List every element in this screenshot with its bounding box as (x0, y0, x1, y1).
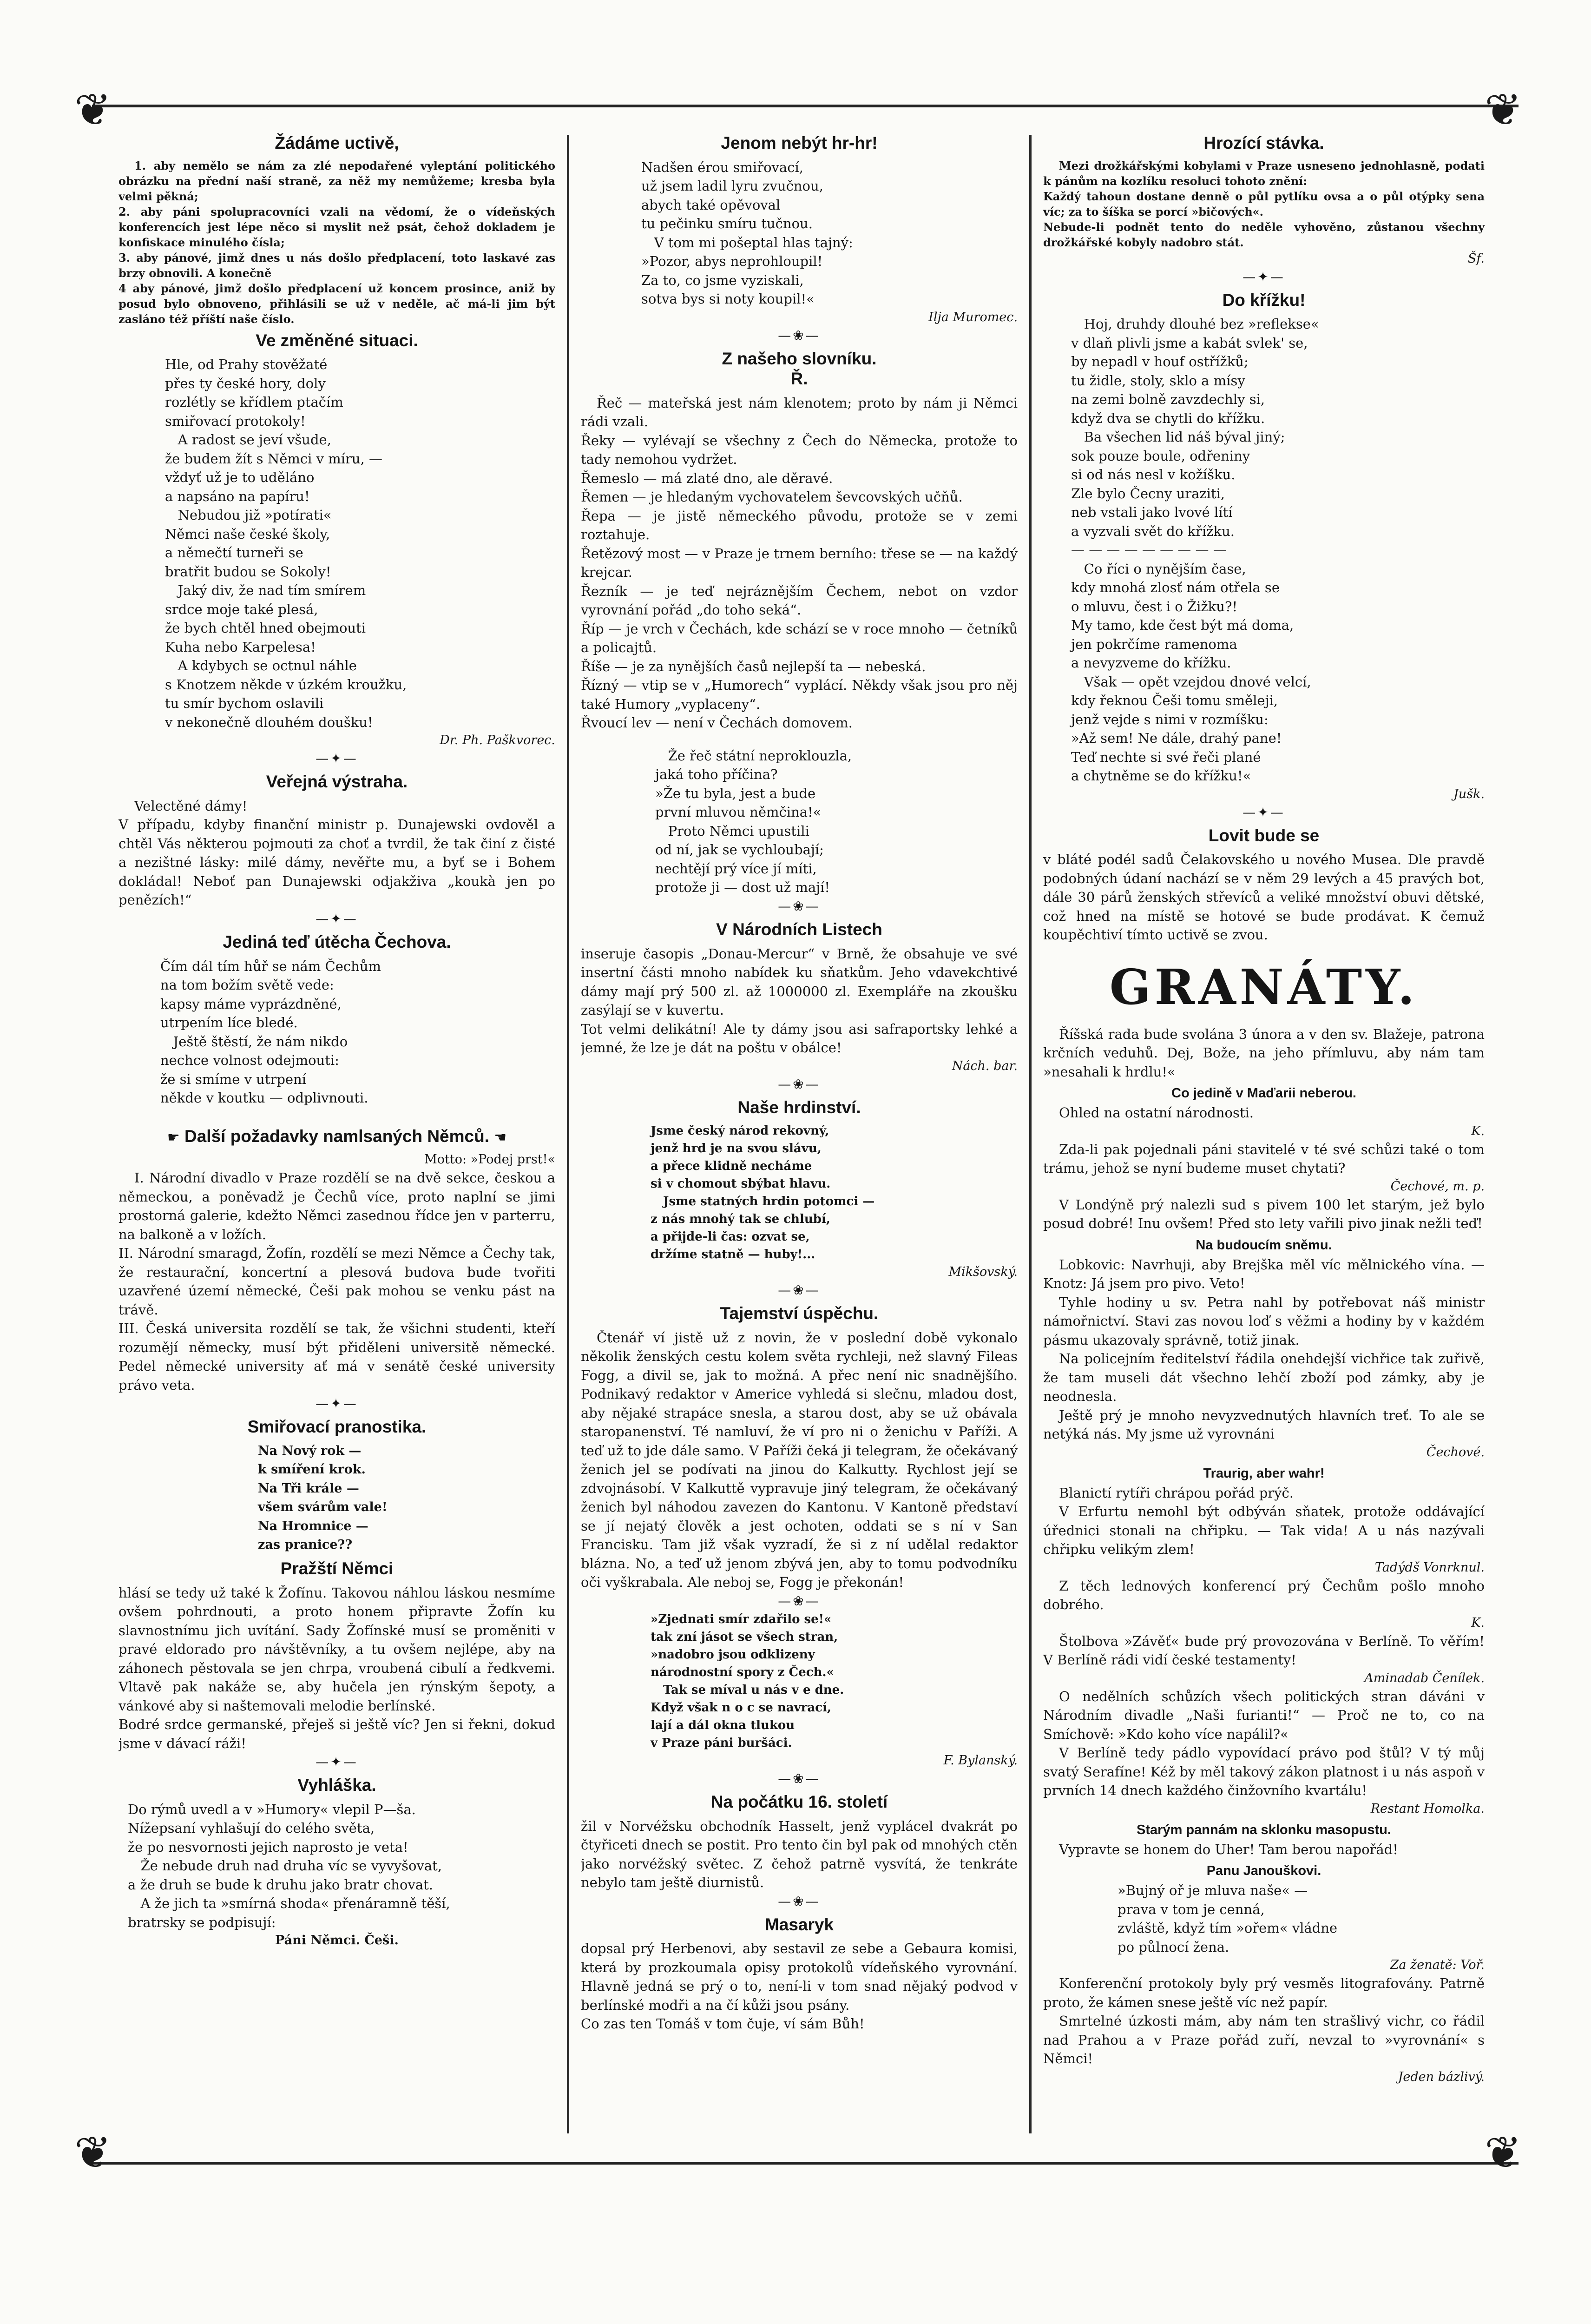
divider-ornament-icon: —✦— (1243, 269, 1285, 284)
divider-ornament-icon: —✦— (316, 911, 358, 926)
poem: Hle, od Prahy stověžaté přes ty české hory, doly rozlétly se křídlem ptačím smiřovací protokoly! A radost se jeví všude, že budem žít s Němci v míru, — vždyť už je to uděláno a napsáno na papíru! Nebudou již »potírati« Němci naše české školy, a němečtí turneři se bratřit budou se Sokoly! Jaký div, že nad tím smírem srdce moje také plesá, že bych chtěl hned obejmouti Kuha nebo Karpelesa! A kdybych se octnul náhle s Knotzem někde v úzkém kroužku, tu smír bychom oslavili v nekonečně dlouhém doušku! (165, 357, 407, 730)
article-body: hlásí se tedy už také k Žofínu. Takovou náhlou láskou nesmíme ovšem pohrdnouti, a proto honem připravte Žofín ku slavnostnímu jich uvítání. Sady Žofínské musí se proměniti v pravé eldorado pro návštěvníky, a tu ovšem nejlépe, aby na záhonech pěstovala se jen chrpa, vroubená cibulí a ředkvemi. Vltavě pak nakáže se, aby hučela jen rýnským šepoty, a vánkové aby si naštemovali melodie berlínské. Bodré srdce germanské, přeješ si ještě víc? Jen si řekni, dokud jsme v dávací ráži! (118, 1585, 555, 1751)
divider-ornament-icon: —❀— (778, 1893, 821, 1909)
article-title: Z našeho slovníku. (722, 349, 877, 368)
signature: Dr. Ph. Paškvorec. (440, 733, 555, 748)
article-title: Jenom nebýt hr-hr! (721, 133, 878, 152)
signature: Šf. (1467, 251, 1485, 266)
poem: »Zjednati smír zdařilo se!« tak zní jásot se všech stran, »nadobro jsou odklizeny národnostní spory z Čech.« Tak se míval u nás v e dne. Když však n o c se navrací, lají a dál okna tlukou v Praze páni buršáci. (651, 1612, 844, 1750)
article-body: dopsal prý Herbenovi, aby sestavil ze sebe a Gebaura komisi, která by prozkoumala opisy protokolů vídeňského vyrovnání. Hlavně jedná se prý o to, není-li v tom snad nějaký podvod v berlínské modři a na čí kůži jsou psány. Co zas ten Tomáš v tom čuje, ví sám Bůh! (581, 1941, 1018, 2032)
article-body: 1. aby nemělo se nám za zlé nepodařené vyleptání politického obrázku na přední naší straně, za něž my nemůžeme; kresba byla velmi pěkná; 2. aby páni spolupracovníci vzali na vědomí, že o vídeňských konferencích jest lépe něco si myslit než psát, čehož dokladem je konfiskace minulého čísla; 3. aby pánové, jimž dnes u nás došlo předplacení, toto laskavé zas brzy obnovili. A konečně 4 aby pánové, jimž došlo předplacení už koncem prosince, aniž by posud bylo obnoveno, přihlásili se už v neděle, ač má-li jim být zasláno též příští naše číslo. (118, 158, 555, 326)
pointing-hand-icon: ☚ (494, 1129, 507, 1145)
signature: Čechové. (1426, 1445, 1485, 1459)
granat-item: Štolbova »Závěť« bude prý provozována v Berlíně. To věřím! V Berlíně rádi vidí české testamenty! (1043, 1633, 1485, 1668)
column-rule (567, 135, 569, 2133)
signature: Mikšovský. (948, 1265, 1018, 1280)
divider-ornament-icon: —✦— (1243, 804, 1285, 820)
granat-item: Ohled na ostatní národnosti. (1059, 1105, 1254, 1121)
poem: Čím dál tím hůř se nám Čechům na tom božím světě vede: kapsy máme vyprázdněné, utrpením líce bledé. Ještě štěstí, že nám nikdo nechce volnost odejmouti: že si smíme v utrpení někde v koutku — odplivnouti. (160, 958, 381, 1106)
column-3 (1043, 129, 1485, 2137)
poem: Že řeč státní neproklouzla, jaká toho příčina? »Že tu byla, jest a bude první mluvou němčina!« Proto Němci upustili od ní, jak se vychloubají; nechtějí prý více jí míti, protože ji — dost už mají! (655, 747, 852, 896)
granat-item: Blanictí rytíři chrápou pořád prýč. (1059, 1485, 1294, 1501)
poem: Na Nový rok — k smíření krok. Na Tři krále — všem svárům vale! Na Hromnice — zas pranice?? (258, 1443, 388, 1552)
article-body: žil v Norvéžsku obchodník Hasselt, jenž vyplácel dvakrát po čtyřiceti dnech se postit. Pro tento čin byl pak od mnohých ctěn jako norvéžský světec. Z čehož patrně vysvítá, že tenkráte nebylo tam ještě diurnistů. (581, 1818, 1018, 1891)
signature: K. (1471, 1123, 1485, 1138)
granat-item: V Erfurtu nemohl být odbýván sňatek, protože oddávající úřednici stonali na chřipku. — Tak vida! A u nás nazývali chřipku velikým zlem! (1043, 1504, 1485, 1558)
divider-ornament-icon: —❀— (778, 1593, 821, 1609)
poem: Do rýmů uvedl a v »Humory« vlepil P—ša. Nížepsaní vyhlašují do celého světa, že po nesvornosti jejich naprosto je veta! Že nebude druh nad druha víc se vyvyšovat, a že druh se bude k druhu jako bratr chovat. A že jich ta »smírná shoda« přenáramně těší, bratrsky se podpisují: (128, 1801, 450, 1930)
poem: »Bujný oř je mluva naše« — prava v tom je cenná, zvláště, když tím »ořem« vládne po půlnocí žena. (1118, 1882, 1338, 1955)
article-title: Do křížku! (1222, 290, 1306, 310)
article-body: Řeč — mateřská jest nám klenotem; proto by nám ji Němci rádi vzali. Řeky — vylévají se všechny z Čech do Německa, protože to tady nemohou vydržet. Řemeslo — má zlaté dno, ale děravé. Řemen — je hledaným vychovatelem ševcovských učňů. Řepa — je jistě německého původu, protože se v zemi roztahuje. Řetězový most — v Praze je trnem berního: třese se — na každý krejcar. Řezník — je teď nejráznějším Čechem, nebot on vzdor vyrovnání pořád „do toho seká“. Říp — je vrch v Čechách, kde schází se v roce mnoho — četníků a policajtů. Říše — je za nynějších časů nejlepší ta — nebeská. Řízný — vtip se v „Humorech“ vyplácí. Někdy však jsou pro něj také Humory „vyplaceny“. Řvoucí lev — není v Čechách domovem. (581, 395, 1018, 731)
signature: Čechové, m. p. (1390, 1179, 1485, 1194)
section-letter: Ř. (790, 369, 808, 389)
article-title: Ve změněné situaci. (256, 330, 418, 350)
signature: Jeden bázlivý. (1398, 2069, 1485, 2084)
signature: Ilja Muromec. (928, 310, 1018, 324)
article-title: Žádáme uctivě, (275, 133, 399, 152)
article-body: Čtenář ví jistě už z novin, že v poslední době vykonalo několik ženských cestu kolem světa rychleji, než slavný Fileas Fogg, a divil se, jak to možná. A přec není nic snadnějšího. Podnikavý redaktor v Americe vyhledá si slečnu, mladou dost, aby nějaké strapáce snesla, a starou dost, aby se už obávala staropanenství. Té namluví, že ví pro ni o ženichu v Paříži. A teď už to jde dále samo. V Paříži čeká ji telegram, že očekávaný ženich jel se podívati na jinou do Kalkutty. Rychlost její se zdvojnásobí. V Kalkuttě vypravuje jiný telegram, že očekávaný ženich byl náhodou zavezen do Kantonu. V Kantoně představí se jí nejatý člověk a jest ochoten, oddati se s ní v San Francisku. Tam již však vyzradí, že si z ní udělal redaktor blázna. No, a teď už jenom zbývá jen, aby to tomu podvodníku oči vyškrabala. Ale neboj se, Fogg je překonán! (581, 1329, 1018, 1591)
column-rule (1029, 135, 1032, 2133)
corner-ornament-icon: ❦ (1485, 2127, 1522, 2179)
column-2 (581, 129, 1018, 2137)
granat-item: Na policejním ředitelství řádila onehdejší vichřice tak zuřivě, že tam museli dát všechno lehčí zboží pod zámky, aby je neodnesla. (1043, 1351, 1485, 1405)
granat-item: Lobkovic: Navrhuji, aby Brejška měl víc mělnického vína. — Knotz: Já jsem pro pivo. Veto! (1043, 1256, 1485, 1292)
poem: Jsme český národ rekovný, jenž hrd je na svou slávu, a přece klidně necháme si v chomout sbýbat hlavu. Jsme statných hrdin potomci — z nás mnohý tak se chlubí, a přijde-li čas: ozvat se, držíme statně — huby!... (651, 1124, 875, 1262)
poem: Nadšen érou smiřovací, už jsem ladil lyru zvučnou, abych také opěvoval tu pečinku smíru tučnou. V tom mi pošeptal hlas tajný: »Pozor, abys neprohloupil! Za to, co jsme vyziskali, sotva bys si noty koupil!« (641, 159, 853, 307)
article-body: v bláté podél sadů Čelakovského u nového Musea. Dle pravdě podobných údaní nachází se v něm 29 levých a 45 pravých bot, dále 30 párů ženských střevíců a veliké množství obuvi dětské, což hned na místě se hotové se bude prodávat. K čemuž koupěchtiví tímto uctivě se zvou. (1043, 852, 1485, 943)
article-body: inseruje časopis „Donau-Mercur“ v Brně, že obsahuje ve své insertní části mnoho nabídek ku sňatkům. Jeho vdavekchtivé dámy mají prý 500 zl. až 1000000 zl. Exempláře na zkoušku zasýlají se v kuvertu. Tot velmi delikátní! Ale ty dámy jsou asi safraportsky lehké a jemné, že lze je dát na poštu v obálce! (581, 945, 1018, 1056)
article-title: Veřejná výstraha. (266, 772, 408, 792)
granat-item: Ještě prý je mnoho nevyzvednutých hlavních treť. To ale se netýká nás. My jsme už vyrovnáni (1043, 1407, 1485, 1442)
article-body: I. Národní divadlo v Praze rozdělí se na dvě sekce, českou a německou, a poněvadž je Čechů více, proto naplní se jimi prostorná galerie, kdežto Němci zasednou řídce jen v parterru, na balkoně a v ložích. II. Národní smaragd, Žofín, rozdělí se mezi Němce a Čechy tak, že restaurační, koncertní a plesová budova bude tvořiti uzavřené území německé, Češi pak mohou se venku pást na trávě. III. Česká universita rozdělí se tak, že všichni studenti, kteří rozumějí německy, musí být přiděleni universitě německé. Pedel německé university ať má v senátě české university právo veta. (118, 1170, 555, 1393)
article-title: Jediná teď útěcha Čechova. (223, 932, 451, 951)
granat-heading: Traurig, aber wahr! (1203, 1466, 1325, 1481)
corner-ornament-icon: ❦ (74, 85, 112, 136)
article-title: ☛ Další požadavky namlsaných Němců. ☚ (167, 1126, 507, 1146)
article-title: Vyhláška. (297, 1776, 376, 1795)
granat-item: V Berlíně tedy pádlo vypovídací právo pod štůl? V tý můj svatý Serafíne! Kéž by měl takový zákon platnost i u nás aspoň v prvních 14 dnech každého činžovního kvartálu! (1043, 1745, 1485, 1799)
divider-ornament-icon: —❀— (778, 898, 821, 914)
corner-ornament-icon: ❦ (1485, 85, 1522, 136)
article-title: Naše hrdinství. (737, 1097, 861, 1117)
motto: Motto: »Podej prst!« (424, 1152, 555, 1167)
granat-item: Říšská rada bude svolána 3 února a v den sv. Blažeje, patrona krčních veduhů. Dej, Bože, na jeho přímluvu, aby nám tam »nesahali k hrdlu!« (1043, 1026, 1485, 1080)
signature: Tadýdš Vonrknul. (1374, 1560, 1485, 1575)
granat-item: Z těch lednových konferencí prý Čechům pošlo mnoho dobrého. (1043, 1578, 1485, 1613)
corner-ornament-icon: ❦ (74, 2127, 112, 2179)
signature: Jušk. (1453, 786, 1485, 801)
signature: Restant Homolka. (1370, 1801, 1485, 1816)
granat-heading: Co jedině v Maďarii neberou. (1171, 1086, 1356, 1101)
column-1 (118, 129, 555, 2137)
granat-item: Konferenční protokoly byly prý vesměs litografovány. Patrně proto, že kámen snese ještě víc než papír. (1043, 1975, 1485, 2010)
divider-ornament-icon: —❀— (778, 1770, 821, 1786)
signature: K. (1471, 1615, 1485, 1630)
article-title: Smiřovací pranostika. (247, 1417, 427, 1437)
article-title: Masaryk (764, 1915, 834, 1934)
article-title: Na počátku 16. století (710, 1792, 888, 1811)
granat-item: V Londýně prý nalezli sud s pivem 100 let starým, jež bylo posud dobré! Inu ovšem! Před sto lety vařili pivo jinak nežli teď! (1043, 1196, 1485, 1232)
article-title: Lovit bude se (1208, 825, 1320, 845)
divider-ornament-icon: —❀— (778, 327, 821, 343)
pointing-hand-icon: ☛ (167, 1129, 180, 1145)
article-title: Tajemství úspěchu. (720, 1304, 879, 1323)
article-body: Mezi drožkářskými kobylami v Praze usneseno jednohlasně, podati k pánům na kozlíku resoluci tohoto znění: Každý tahoun dostane denně o půl pytlíku ovsa a o půl otýpky sena víc; za to šíška se porcí »bičových«. Nebude-li podnět tento do neděle vyhověno, zůstanou všechny drožkářské kobyly nadobro stát. (1043, 158, 1485, 249)
signature: F. Bylanský. (943, 1753, 1018, 1768)
granat-item: Smrtelné úzkosti mám, aby nám ten strašlivý vichr, co řádil nad Prahou a v Praze pořád zuří, nevzal to »vyrovnání« s Němci! (1043, 2013, 1485, 2067)
divider-ornament-icon: —✦— (316, 1396, 358, 1412)
granat-heading: Na budoucím sněmu. (1196, 1237, 1332, 1253)
poem: Hoj, druhdy dlouhé bez »reflekse« v dlaň plivli jsme a kabát svlek' se, by nepadl v houf ostřížků; tu židle, stoly, sklo a mísy na zemi bolně zavzdechly si, když dva se chytli do křížku. Ba všechen lid náš býval jiný; sok pouze boule, odřeniny si od nás nesl v kožíšku. Zle bylo Čecny uraziti, neb vstali jako lvové lítí a vyzvali svět do křížku. — — — — — — — — — Co říci o nynějším čase, kdy mnohá zlosť nám otřela se o mluvu, čest i o Žižku?! My tamo, kde čest být má doma, jen pokrčíme ramenoma a nevyzveme do křížku. Však — opět vzejdou dnové velcí, kdy řeknou Češi tomu směleji, jenž vejde s nimi v rozmíšku: »Až sem! Ne dále, drahý pane! Teď nechte si své řeči plané a chytněme se do křížku!« (1071, 316, 1319, 784)
granat-item: O nedělních schůzích všech politických stran dáváni v Národním divadle „Naši furianti!“ — Proč ne to, co na Smíchově: »Kdo koho více napálil?« (1043, 1688, 1485, 1742)
article-title: Hrozící stávka. (1203, 133, 1324, 152)
granat-item: Zda-li pak pojednali páni stavitelé v té své schůzi také o tom trámu, jehož se nyní budeme muset chytati? (1043, 1141, 1485, 1176)
article-title: Pražští Němci (280, 1558, 394, 1578)
signature: Páni Němci. Češi. (275, 1933, 399, 1948)
divider-ornament-icon: —❀— (778, 1282, 821, 1298)
signature: Nách. bar. (952, 1058, 1018, 1073)
signature: Za ženatě: Voř. (1390, 1958, 1485, 1973)
divider-ornament-icon: —❀— (778, 1076, 821, 1092)
article-body: Velectěné dámy! V případu, kdyby finanční ministr p. Dunajewski ovdověl a chtěl Vás některou pojmouti za choť a tvrdil, že tak činí z čisté a nezištné lásky: milé dámy, nevěřte mu, a byť se i Bohem dokládal! Neboť pan Dunajewski odjakživa „koukà jen po penězích!“ (118, 798, 555, 908)
granat-item: Tyhle hodiny u sv. Petra nahl by potřebovat náš ministr námořnictví. Stavi zas novou loď s věžmi a hodiny by v každém pásmu ukazovaly správně, totiž jinak. (1043, 1294, 1485, 1348)
divider-ornament-icon: —✦— (316, 751, 358, 766)
divider-ornament-icon: —✦— (316, 1754, 358, 1770)
granat-heading: Starým pannám na sklonku masopustu. (1137, 1822, 1391, 1837)
article-title: V Národních Listech (716, 919, 882, 939)
signature: Aminadab Čenílek. (1364, 1670, 1485, 1685)
granat-heading: Panu Janouškovi. (1206, 1863, 1321, 1879)
granaty-heading: GRANÁTY. (1109, 958, 1419, 1016)
granat-item: Vypravte se honem do Uher! Tam berou napořád! (1059, 1841, 1398, 1857)
